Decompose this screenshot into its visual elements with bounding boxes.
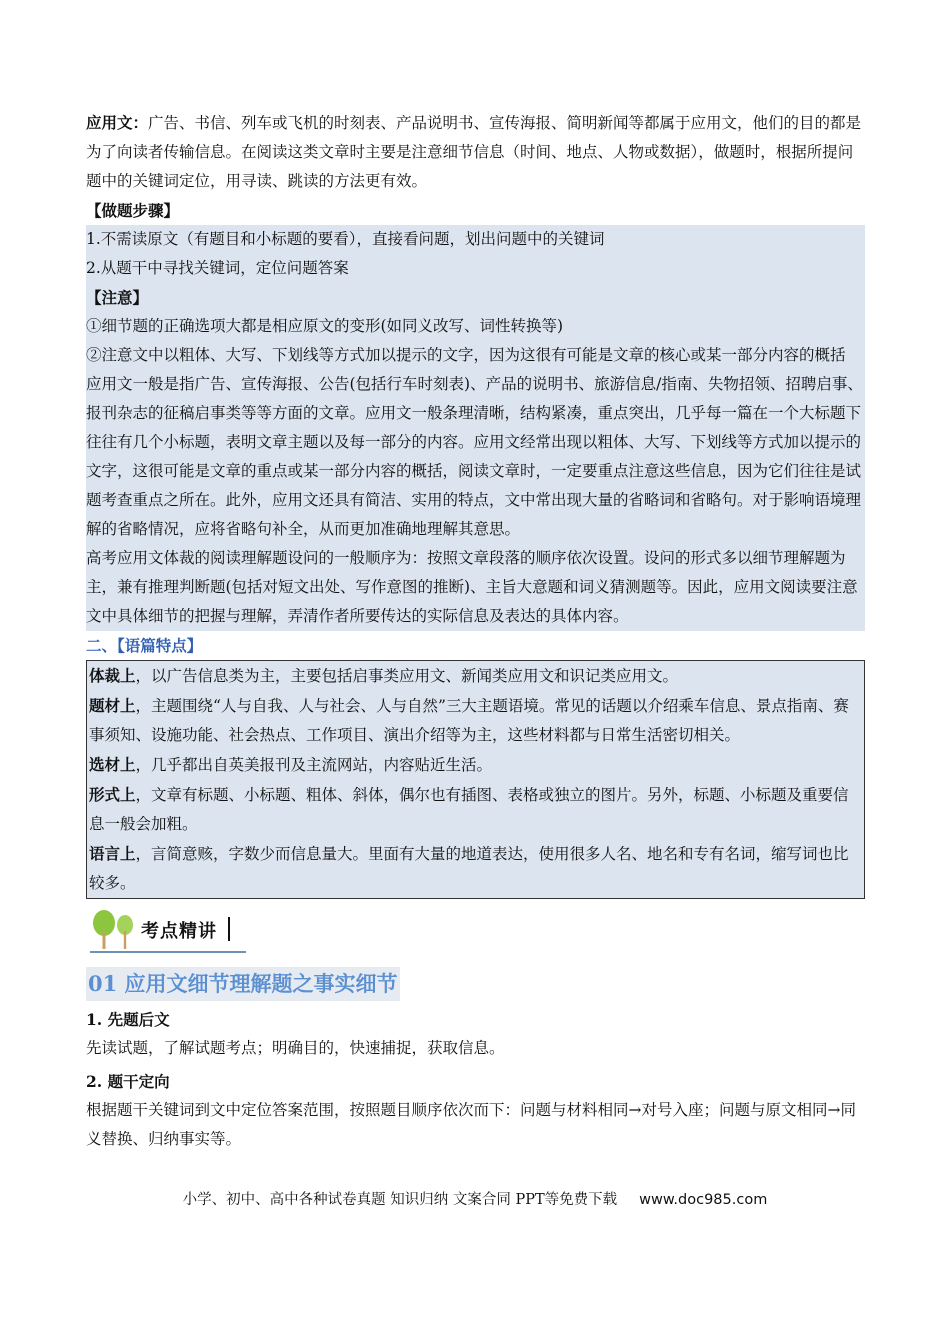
- page-footer: [0, 1188, 950, 1209]
- feature-item: [89, 661, 862, 691]
- intro-text: 广告、书信、列车或飞机的时刻表、产品说明书、宣传海报、简明新闻等都属于应用文，他们的目的都是为了向读者传输信息。在阅读这类文章时主要是注意细节信息（时间、地点、人物或数据），做题时，根据所提问题中的关键词定位，用寻读、跳读的方法更有效。: [86, 114, 862, 190]
- footer-text: 小学、初中、高中各种试卷真题 知识归纳 文案合同 PPT等免费下载: [182, 1192, 618, 1208]
- notes-paragraph-2: 高考应用文体裁的阅读理解题设问的一般顺序为：按照文章段落的顺序依次设置。设问的形式多以细节理解题为主，兼有推理判断题(包括对短文出处、写作意图的推断)、主旨大意题和词义猜测题等。因此，应用文阅读要注意文中具体细节的把握与理解，弄清作者所要传达的实际信息及表达的具体内容。: [86, 549, 858, 625]
- features-heading: 二、【语篇特点】: [86, 636, 203, 655]
- banner-underline: [90, 951, 246, 953]
- section-banner: [86, 905, 865, 955]
- section-title: 01 应用文细节理解题之事实细节: [86, 967, 400, 1001]
- feature-text: ，言简意赅，字数少而信息量大。里面有大量的地道表达，使用很多人名、地名和专有名词，缩写词也比较多。: [89, 845, 849, 892]
- steps-heading: 【做题步骤】: [86, 201, 180, 220]
- feature-label: 体裁上: [89, 666, 136, 685]
- feature-label: 语言上: [89, 844, 136, 863]
- steps-block: [86, 225, 865, 631]
- note-item-1: ①细节题的正确选项大都是相应原文的变形(如同义改写、词性转换等): [86, 317, 564, 335]
- feature-label: 题材上: [89, 696, 136, 715]
- notes-paragraph-1: 应用文一般是指广告、宣传海报、公告(包括行车时刻表)、产品的说明书、旅游信息/指南、失物招领、招聘启事、报刊杂志的征稿启事类等等方面的文章。应用文一般条理清晰，结构紧凑，重点突出，几乎每一篇在一个大标题下往往有几个小标题，表明文章主题以及每一部分的内容。应用文经常出现以粗体、大写、下划线等方式加以提示的文字，这很可能是文章的重点或某一部分内容的概括，阅读文章时，一定要重点注意这些信息，因为它们往往是试题考查重点之所在。此外，应用文还具有简洁、实用的特点，文中常出现大量的省略词和省略句。对于影响语境理解的省略情况，应将省略句补全，从而更加准确地理解其意思。: [86, 375, 863, 538]
- tree-icon: [90, 909, 138, 951]
- document-page: [86, 108, 865, 1154]
- feature-item: [89, 780, 862, 839]
- note-item-2: ②注意文中以粗体、大写、下划线等方式加以提示的文字，因为这很有可能是文章的核心或某一部分内容的概括: [86, 346, 846, 364]
- sub-heading-1: 1. 先题后文: [86, 1010, 170, 1029]
- step-item-2: 2.从题干中寻找关键词，定位问题答案: [86, 259, 349, 277]
- sub-text-2: 根据题干关键词到文中定位答案范围，按照题目顺序依次而下：问题与材料相同→对号入座；问题与原文相同→同义替换、归纳事实等。: [86, 1101, 856, 1148]
- banner-title: 考点精讲: [141, 921, 217, 942]
- features-box: [86, 660, 865, 899]
- feature-text: ，几乎都出自英美报刊及主流网站，内容贴近生活。: [135, 756, 493, 774]
- sub-heading-2: 2. 题干定向: [86, 1072, 170, 1091]
- intro-paragraph: [86, 108, 865, 196]
- sub-text-1: 先读试题，了解试题考点；明确目的，快速捕捉，获取信息。: [86, 1039, 505, 1057]
- footer-url[interactable]: www.doc985.com: [639, 1192, 768, 1208]
- intro-label: 应用文：: [86, 113, 149, 132]
- feature-text: ，以广告信息类为主，主要包括启事类应用文、新闻类应用文和识记类应用文。: [135, 667, 679, 685]
- feature-label: 形式上: [89, 785, 136, 804]
- feature-item: [89, 750, 862, 780]
- banner-cursor-bar: [228, 917, 230, 941]
- feature-text: ，主题围绕“人与自我、人与社会、人与自然”三大主题语境。常见的话题以介绍乘车信息、景点指南、赛事须知、设施功能、社会热点、工作项目、演出介绍等为主，这些材料都与日常生活密切相关。: [89, 697, 849, 744]
- feature-label: 选材上: [89, 755, 136, 774]
- feature-text: ，文章有标题、小标题、粗体、斜体，偶尔也有插图、表格或独立的图片。另外，标题、小标题及重要信息一般会加粗。: [89, 786, 849, 833]
- notes-heading: 【注意】: [86, 288, 149, 307]
- step-item-1: 1.不需读原文（有题目和小标题的要看），直接看问题，划出问题中的关键词: [86, 230, 605, 248]
- feature-item: [89, 691, 862, 750]
- feature-item: [89, 839, 862, 898]
